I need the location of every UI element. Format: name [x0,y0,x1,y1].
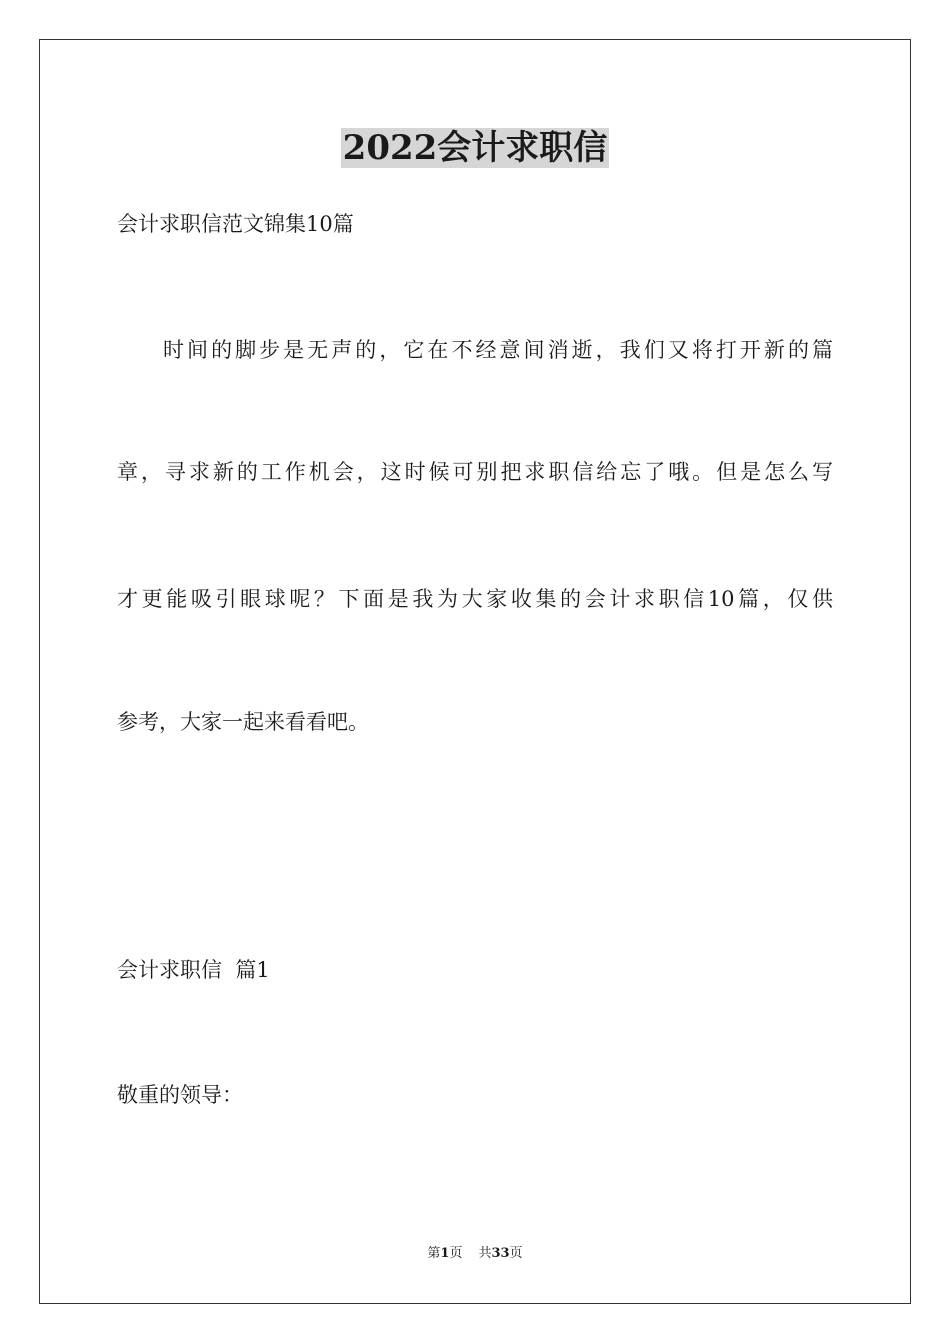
section-heading: 会计求职信 篇1 [117,958,270,982]
footer-page-suffix: 页 [449,1246,463,1261]
intro-line-1: 时间的脚步是无声的，它在不经意间消逝，我们又将打开新的篇 [163,338,833,362]
document-subtitle: 会计求职信范文锦集10篇 [117,212,354,236]
footer-page-prefix: 第 [427,1246,441,1261]
page-footer [0,1245,950,1263]
intro-line-2: 章，寻求新的工作机会，这时候可别把求职信给忘了哦。但是怎么写 [117,460,833,484]
intro-line-3: 才更能吸引眼球呢？下面是我为大家收集的会计求职信10篇，仅供 [117,587,833,611]
footer-total-suffix: 页 [509,1246,523,1261]
footer-total-prefix: 共 [478,1246,492,1261]
intro-line-4: 参考，大家一起来看看吧。 [117,710,369,734]
footer-page-number: 1 [440,1246,450,1261]
document-title-text: 2022会计求职信 [342,128,608,168]
document-title [0,126,950,170]
salutation: 敬重的领导： [117,1083,243,1107]
footer-total-pages: 33 [491,1246,510,1261]
